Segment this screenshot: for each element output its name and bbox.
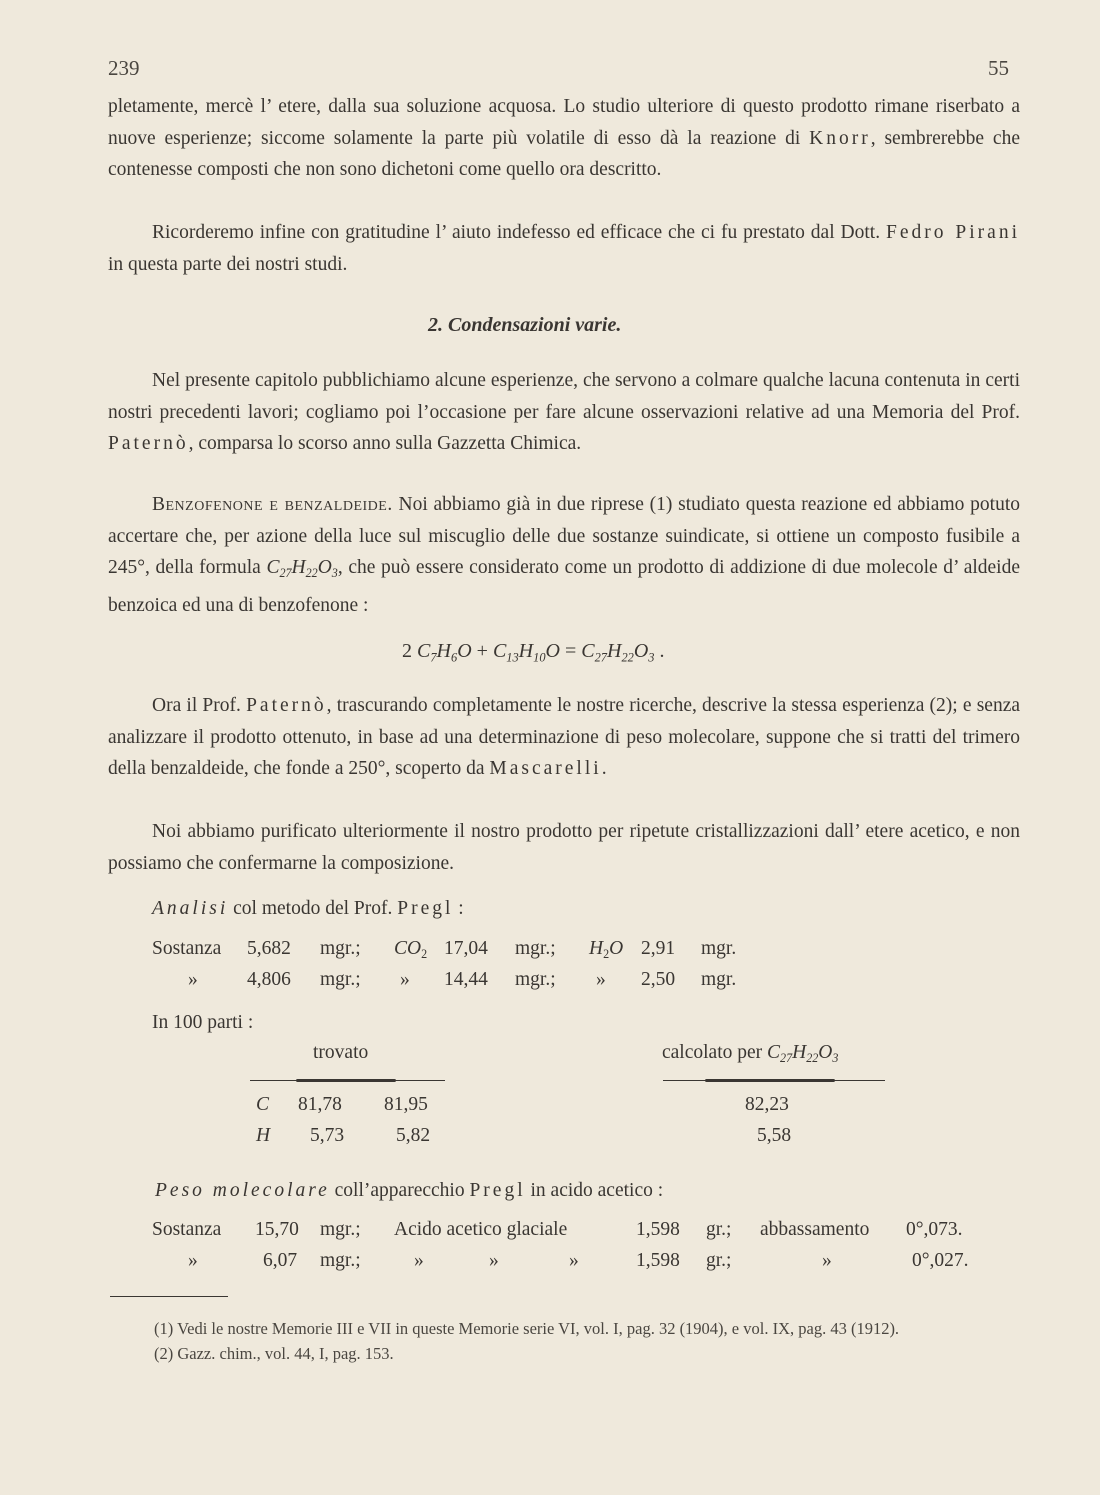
composition-row-c: C 81,78 81,95 82,23 [256, 1094, 789, 1115]
name-paterno: Paternò [108, 433, 189, 454]
paragraph-6: Noi abbiamo purificato ulteriormente il nostro prodotto per ripetute cristallizzazioni dall’ etere acetico, e non possiamo che confermarne la composizione. [108, 821, 1020, 874]
name-knorr: Knorr [809, 127, 871, 149]
footnotes [110, 1316, 1022, 1366]
footnote-1: (1) Vedi le nostre Memorie III e VII in queste Memorie serie VI, vol. I, pag. 32 (1904), e vol. IX, pag. 43 (1912). [154, 1319, 900, 1338]
calc-header: calcolato per $C_{27}H_{22}O_3$ [662, 1042, 839, 1066]
formula-inline: $C_{27}H_{22}O_3$ [266, 557, 338, 581]
analysis-row-1: Sostanza 5,682 mgr.; $CO_2$ 17,04 mgr.; $H_2O$ 2,91 mgr. [152, 938, 737, 962]
analysis-heading: Analisi col metodo del Prof. Pregl : [152, 898, 464, 919]
section-title: 2. Condensazioni varie. [428, 314, 622, 336]
in-100-parti: In 100 parti : [152, 1012, 254, 1033]
name-paterno-2: Paternò [246, 695, 327, 716]
paragraph-3: Nel presente capitolo pubblichiamo alcune esperienze, che servono a colmare qualche lacuna contenuta in certi nostri precedenti lavori; cogliamo poi l’occasione per fare alcune osservazioni relative ad una Memoria del Prof. Paternò, comparsa lo scorso anno sulla Gazzetta Chimica. [108, 370, 1020, 454]
molecular-weight-heading: Peso molecolare coll’apparecchio Pregl in acido acetico : [155, 1180, 664, 1201]
page-number-left: 239 [108, 56, 140, 80]
footnote-divider [110, 1296, 228, 1297]
page-number-right: 55 [988, 56, 1009, 80]
paragraph-2: Ricorderemo infine con gratitudine l’ aiuto indefesso ed efficace che ci fu prestato dal Dott. Fedro Pirani in questa parte dei nostri studi. [108, 222, 1020, 275]
molecular-weight-row-2: » 6,07 mgr.; » » » 1,598 gr.; » 0°,027. [188, 1250, 969, 1271]
footnote-2: (2) Gazz. chim., vol. 44, I, pag. 153. [154, 1344, 394, 1363]
paragraph-4: Benzofenone e benzaldeide. Noi abbiamo già in due riprese (1) studiato questa reazione ed abbiamo potuto accertare che, per azione della luce sul miscuglio delle due sostanze suindicate, si ottiene un composto fusibile a 245°, della formula $C_{27}H_{22}O_3$, che può essere considerato come un prodotto di addizione di due molecole d’ aldeide benzoica ed una di benzofenone : [108, 494, 1020, 616]
divider-found-swell [296, 1079, 396, 1082]
composition-row-h: H 5,73 5,82 5,58 [256, 1125, 792, 1146]
paragraph-5: Ora il Prof. Paternò, trascurando completamente le nostre ricerche, descrive la stessa esperienza (2); e senza analizzare il prodotto ottenuto, in base ad una determinazione di peso molecolare, suppone che si tratti del trimero della benzaldeide, che fonde a 250°, scoperto da Mascarelli. [108, 695, 1020, 779]
subsection-heading: Benzofenone e benzaldeide. [152, 494, 393, 515]
found-header: trovato [313, 1042, 369, 1063]
name-mascarelli: Mascarelli [489, 758, 602, 779]
name-pirani: Fedro Pirani [886, 222, 1020, 243]
paragraph-1: pletamente, mercè l’ etere, dalla sua soluzione acquosa. Lo studio ulteriore di questo prodotto rimane riserbato a nuove esperienze; siccome solamente la parte più volatile di esso dà la reazione di Knorr, sembrerebbe che contenesse composti che non sono dichetoni come quello ora descritto. [108, 96, 1020, 180]
reaction-equation: 2 $C_7H_6O + C_{13}H_{10}O = C_{27}H_{22}O_3$ . [402, 640, 665, 665]
molecular-weight-row-1: Sostanza 15,70 mgr.; Acido acetico glaciale 1,598 gr.; abbassamento 0°,073. [152, 1219, 963, 1240]
analysis-row-2: » 4,806 mgr.; » 14,44 mgr.; » 2,50 mgr. [188, 969, 737, 990]
divider-calc-swell [705, 1079, 835, 1082]
